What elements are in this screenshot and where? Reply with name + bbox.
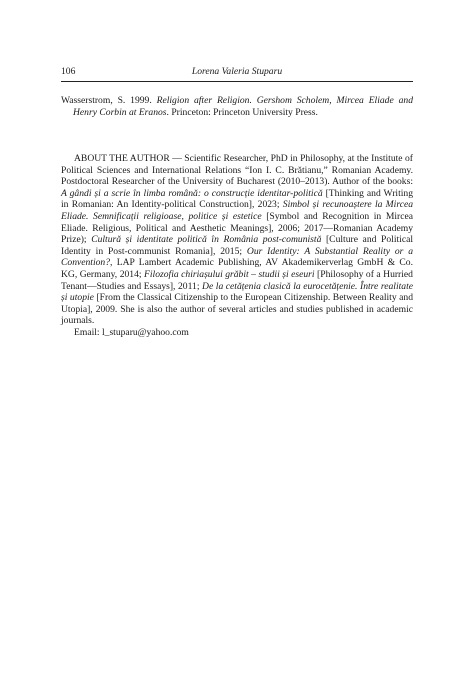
book-details-6: [From the Classical Citizenship to the European Citizenship. Between Reality and Utopia], 2009. She is also the author of several articles and studies published in academic journals. [61,292,414,327]
reference-author-year: Wasserstrom, S. 1999. [61,95,157,106]
book-title-5: Filozofia chiriașului grăbit – studii și eseuri [144,268,315,280]
bibliography-entry [61,95,413,118]
reference-publisher: . Princeton: Princeton University Press. [166,106,318,118]
about-the-author-paragraph [61,153,413,327]
book-details-5: [Philosophy of a Hurried Tenant—Studies and Essays], 2011; [61,268,413,292]
page-header [61,66,413,80]
book-title-3: Cultură și identitate politică în România post-comunistă [91,234,322,246]
reference-title: Religion after Religion. Gershom Scholem, Mircea Eliade and Henry Corbin at Eranos [73,95,413,118]
book-title-1: A gândi și a scrie în limba română: o construcție identitar-politică [61,187,323,199]
author-email: Email: l_stuparu@yahoo.com [74,327,189,338]
page-number: 106 [61,66,76,77]
header-rule [61,81,413,82]
book-title-6: De la cetățenia clasică la eurocetățenie. Între realitate și utopie [61,280,413,304]
about-intro: ABOUT THE AUTHOR — Scientific Researcher, PhD in Philosophy, at the Institute of Political Sciences and International Relations “Ion I. C. Brătianu,” Romanian Academy. Postdoctoral Researcher of the University of Bucharest (2010–2013). Author of the books: [61,153,413,188]
book-title-2: Simbol și recunoaștere la Mircea Eliade. Semnificații religioase, politice și estetice [61,199,414,222]
book-details-4: , LAP Lambert Academic Publishing, AV Akademikerverlag GmbH & Co. KG, Germany, 2014; [61,257,413,280]
book-details-2: [Symbol and Recognition in Mircea Eliade. Religious, Political and Aesthetic Meanings], 2006; 2017—Romanian Academy Prize); [61,210,413,246]
book-details-1: [Thinking and Writing in Romanian: An Identity-political Construction], 2023; [61,187,414,211]
book-details-3: [Culture and Political Identity in Post-communist Romania], 2015; [61,234,413,257]
running-head-author: Lorena Valeria Stuparu [191,66,283,77]
book-title-4: Our Identity: A Substantial Reality or a Convention? [61,245,413,269]
